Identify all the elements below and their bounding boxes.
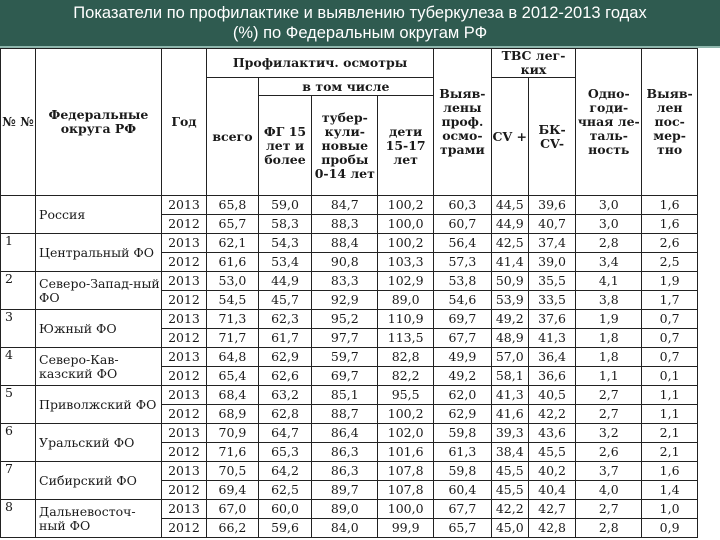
- value-cell: 57,3: [434, 253, 492, 272]
- header-prof-group: Профилактич. осмотры: [207, 49, 434, 78]
- header-children: дети 15-17 лет: [378, 96, 434, 196]
- value-cell: 103,3: [378, 253, 434, 272]
- value-cell: 66,2: [207, 519, 259, 538]
- district-name: Северо-Кав-казский ФО: [36, 348, 162, 386]
- value-cell: 2,6: [576, 443, 642, 462]
- row-index: 5: [1, 386, 36, 424]
- value-cell: 90,8: [312, 253, 378, 272]
- table-row: [1, 310, 698, 329]
- value-cell: 60,7: [434, 215, 492, 234]
- value-cell: 4,1: [576, 272, 642, 291]
- value-cell: 36,6: [528, 367, 575, 386]
- value-cell: 45,5: [491, 462, 528, 481]
- value-cell: 39,3: [491, 424, 528, 443]
- value-cell: 49,2: [434, 367, 492, 386]
- value-cell: 67,0: [207, 500, 259, 519]
- table-row: [1, 386, 698, 405]
- value-cell: 60,0: [258, 500, 312, 519]
- value-cell: 42,2: [528, 405, 575, 424]
- value-cell: 44,5: [491, 196, 528, 215]
- year-cell: 2012: [161, 367, 206, 386]
- year-cell: 2012: [161, 253, 206, 272]
- value-cell: 49,9: [434, 348, 492, 367]
- value-cell: 0,9: [642, 519, 698, 538]
- value-cell: 1,8: [576, 348, 642, 367]
- row-index: 2: [1, 272, 36, 310]
- value-cell: 84,7: [312, 196, 378, 215]
- row-index: 6: [1, 424, 36, 462]
- value-cell: 70,9: [207, 424, 259, 443]
- value-cell: 88,4: [312, 234, 378, 253]
- row-index: 7: [1, 462, 36, 500]
- year-cell: 2013: [161, 234, 206, 253]
- value-cell: 2,8: [576, 519, 642, 538]
- tuberculosis-table: [0, 48, 698, 538]
- district-name: Сибирский ФО: [36, 462, 162, 500]
- value-cell: 69,7: [434, 310, 492, 329]
- value-cell: 1,6: [642, 462, 698, 481]
- value-cell: 45,5: [528, 443, 575, 462]
- value-cell: 62,9: [434, 405, 492, 424]
- district-name: Россия: [36, 196, 162, 234]
- value-cell: 65,7: [207, 215, 259, 234]
- header-year: Год: [161, 49, 206, 196]
- value-cell: 43,6: [528, 424, 575, 443]
- row-index: 4: [1, 348, 36, 386]
- year-cell: 2013: [161, 386, 206, 405]
- value-cell: 113,5: [378, 329, 434, 348]
- value-cell: 64,8: [207, 348, 259, 367]
- value-cell: 1,7: [642, 291, 698, 310]
- value-cell: 67,7: [434, 500, 492, 519]
- value-cell: 65,8: [207, 196, 259, 215]
- value-cell: 2,7: [576, 386, 642, 405]
- year-cell: 2012: [161, 481, 206, 500]
- district-name: Северо-Запад-ный ФО: [36, 272, 162, 310]
- value-cell: 45,7: [258, 291, 312, 310]
- header-tub: тубер-кули-новые пробы 0-14 лет: [312, 96, 378, 196]
- value-cell: 84,0: [312, 519, 378, 538]
- year-cell: 2012: [161, 405, 206, 424]
- value-cell: 54,6: [434, 291, 492, 310]
- value-cell: 59,6: [258, 519, 312, 538]
- value-cell: 3,4: [576, 253, 642, 272]
- value-cell: 45,0: [491, 519, 528, 538]
- value-cell: 61,3: [434, 443, 492, 462]
- value-cell: 4,0: [576, 481, 642, 500]
- value-cell: 62,6: [258, 367, 312, 386]
- header-num: № №: [1, 49, 36, 196]
- value-cell: 63,2: [258, 386, 312, 405]
- value-cell: 71,6: [207, 443, 259, 462]
- value-cell: 3,7: [576, 462, 642, 481]
- value-cell: 0,1: [642, 367, 698, 386]
- value-cell: 50,9: [491, 272, 528, 291]
- value-cell: 2,7: [576, 500, 642, 519]
- value-cell: 71,3: [207, 310, 259, 329]
- value-cell: 92,9: [312, 291, 378, 310]
- value-cell: 100,0: [378, 500, 434, 519]
- value-cell: 53,9: [491, 291, 528, 310]
- value-cell: 41,3: [528, 329, 575, 348]
- value-cell: 86,4: [312, 424, 378, 443]
- value-cell: 0,7: [642, 348, 698, 367]
- value-cell: 65,3: [258, 443, 312, 462]
- header-mortality: Одно-годи-чная ле-таль-ность: [576, 49, 642, 196]
- year-cell: 2013: [161, 196, 206, 215]
- table-row: [1, 196, 698, 215]
- value-cell: 97,7: [312, 329, 378, 348]
- value-cell: 89,7: [312, 481, 378, 500]
- value-cell: 1,4: [642, 481, 698, 500]
- title-line-1: Показатели по профилактике и выявлению туберкулеза в 2012-2013 годах: [73, 4, 647, 22]
- value-cell: 60,3: [434, 196, 492, 215]
- row-index: 1: [1, 234, 36, 272]
- value-cell: 61,7: [258, 329, 312, 348]
- value-cell: 62,0: [434, 386, 492, 405]
- value-cell: 65,7: [434, 519, 492, 538]
- value-cell: 3,2: [576, 424, 642, 443]
- value-cell: 1,9: [576, 310, 642, 329]
- district-name: Уральский ФО: [36, 424, 162, 462]
- value-cell: 41,3: [491, 386, 528, 405]
- value-cell: 62,8: [258, 405, 312, 424]
- table-body: [1, 196, 698, 538]
- value-cell: 37,6: [528, 310, 575, 329]
- value-cell: 44,9: [258, 272, 312, 291]
- header-tbs-group: ТВС лег-ких: [491, 49, 576, 78]
- table-row: [1, 500, 698, 519]
- value-cell: 56,4: [434, 234, 492, 253]
- value-cell: 48,9: [491, 329, 528, 348]
- value-cell: 71,7: [207, 329, 259, 348]
- value-cell: 69,4: [207, 481, 259, 500]
- value-cell: 62,9: [258, 348, 312, 367]
- value-cell: 69,7: [312, 367, 378, 386]
- value-cell: 1,1: [576, 367, 642, 386]
- value-cell: 59,8: [434, 424, 492, 443]
- value-cell: 2,1: [642, 424, 698, 443]
- value-cell: 100,0: [378, 215, 434, 234]
- value-cell: 44,9: [491, 215, 528, 234]
- title-line-2: (%) по Федеральным округам РФ: [232, 24, 488, 42]
- table-row: [1, 272, 698, 291]
- value-cell: 83,3: [312, 272, 378, 291]
- value-cell: 62,1: [207, 234, 259, 253]
- value-cell: 33,5: [528, 291, 575, 310]
- value-cell: 89,0: [312, 500, 378, 519]
- value-cell: 1,1: [642, 386, 698, 405]
- year-cell: 2012: [161, 443, 206, 462]
- value-cell: 49,2: [491, 310, 528, 329]
- value-cell: 95,5: [378, 386, 434, 405]
- year-cell: 2013: [161, 462, 206, 481]
- header-district: Федеральные округа РФ: [36, 49, 162, 196]
- value-cell: 53,0: [207, 272, 259, 291]
- value-cell: 1,6: [642, 196, 698, 215]
- value-cell: 1,1: [642, 405, 698, 424]
- header-bk: БК-CV-: [528, 78, 575, 196]
- value-cell: 3,0: [576, 196, 642, 215]
- value-cell: 0,7: [642, 329, 698, 348]
- value-cell: 42,8: [528, 519, 575, 538]
- value-cell: 2,6: [642, 234, 698, 253]
- value-cell: 100,2: [378, 405, 434, 424]
- value-cell: 54,3: [258, 234, 312, 253]
- value-cell: 39,0: [528, 253, 575, 272]
- value-cell: 68,9: [207, 405, 259, 424]
- value-cell: 60,4: [434, 481, 492, 500]
- value-cell: 68,4: [207, 386, 259, 405]
- value-cell: 40,5: [528, 386, 575, 405]
- header-total: всего: [207, 78, 259, 196]
- value-cell: 40,2: [528, 462, 575, 481]
- year-cell: 2013: [161, 272, 206, 291]
- value-cell: 41,4: [491, 253, 528, 272]
- value-cell: 110,9: [378, 310, 434, 329]
- year-cell: 2012: [161, 329, 206, 348]
- value-cell: 1,6: [642, 215, 698, 234]
- table-row: [1, 424, 698, 443]
- year-cell: 2013: [161, 500, 206, 519]
- district-name: Приволжский ФО: [36, 386, 162, 424]
- value-cell: 58,1: [491, 367, 528, 386]
- value-cell: 3,0: [576, 215, 642, 234]
- year-cell: 2012: [161, 291, 206, 310]
- value-cell: 42,2: [491, 500, 528, 519]
- district-name: Южный ФО: [36, 310, 162, 348]
- value-cell: 1,9: [642, 272, 698, 291]
- value-cell: 107,8: [378, 481, 434, 500]
- value-cell: 100,2: [378, 234, 434, 253]
- value-cell: 3,8: [576, 291, 642, 310]
- value-cell: 42,5: [491, 234, 528, 253]
- value-cell: 42,7: [528, 500, 575, 519]
- row-index: [1, 196, 36, 234]
- value-cell: 40,7: [528, 215, 575, 234]
- value-cell: 45,5: [491, 481, 528, 500]
- value-cell: 58,3: [258, 215, 312, 234]
- value-cell: 100,2: [378, 196, 434, 215]
- value-cell: 107,8: [378, 462, 434, 481]
- value-cell: 59,0: [258, 196, 312, 215]
- year-cell: 2013: [161, 424, 206, 443]
- slide-title: [0, 0, 720, 46]
- value-cell: 2,1: [642, 443, 698, 462]
- header-detected-prof: Выяв-лены проф. осмо-трами: [434, 49, 492, 196]
- value-cell: 57,0: [491, 348, 528, 367]
- year-cell: 2013: [161, 310, 206, 329]
- value-cell: 40,4: [528, 481, 575, 500]
- header-cv: CV +: [491, 78, 528, 196]
- value-cell: 53,4: [258, 253, 312, 272]
- table-row: [1, 348, 698, 367]
- row-index: 8: [1, 500, 36, 538]
- header-post-mortem: Выяв-лен пос-мер-тно: [642, 49, 698, 196]
- value-cell: 59,8: [434, 462, 492, 481]
- value-cell: 37,4: [528, 234, 575, 253]
- value-cell: 62,5: [258, 481, 312, 500]
- value-cell: 38,4: [491, 443, 528, 462]
- value-cell: 64,7: [258, 424, 312, 443]
- district-name: Дальневосточ-ный ФО: [36, 500, 162, 538]
- value-cell: 0,7: [642, 310, 698, 329]
- value-cell: 82,2: [378, 367, 434, 386]
- value-cell: 95,2: [312, 310, 378, 329]
- value-cell: 101,6: [378, 443, 434, 462]
- value-cell: 102,9: [378, 272, 434, 291]
- value-cell: 88,3: [312, 215, 378, 234]
- value-cell: 65,4: [207, 367, 259, 386]
- value-cell: 41,6: [491, 405, 528, 424]
- value-cell: 61,6: [207, 253, 259, 272]
- header-incl-group: в том числе: [258, 78, 433, 96]
- value-cell: 36,4: [528, 348, 575, 367]
- value-cell: 102,0: [378, 424, 434, 443]
- value-cell: 35,5: [528, 272, 575, 291]
- value-cell: 85,1: [312, 386, 378, 405]
- value-cell: 86,3: [312, 462, 378, 481]
- value-cell: 86,3: [312, 443, 378, 462]
- table-row: [1, 462, 698, 481]
- year-cell: 2012: [161, 519, 206, 538]
- value-cell: 2,8: [576, 234, 642, 253]
- district-name: Центральный ФО: [36, 234, 162, 272]
- value-cell: 89,0: [378, 291, 434, 310]
- value-cell: 1,0: [642, 500, 698, 519]
- value-cell: 39,6: [528, 196, 575, 215]
- year-cell: 2013: [161, 348, 206, 367]
- value-cell: 64,2: [258, 462, 312, 481]
- year-cell: 2012: [161, 215, 206, 234]
- value-cell: 82,8: [378, 348, 434, 367]
- value-cell: 54,5: [207, 291, 259, 310]
- value-cell: 67,7: [434, 329, 492, 348]
- value-cell: 99,9: [378, 519, 434, 538]
- value-cell: 62,3: [258, 310, 312, 329]
- value-cell: 70,5: [207, 462, 259, 481]
- value-cell: 2,5: [642, 253, 698, 272]
- value-cell: 1,8: [576, 329, 642, 348]
- value-cell: 59,7: [312, 348, 378, 367]
- header-fg: ФГ 15 лет и более: [258, 96, 312, 196]
- row-index: 3: [1, 310, 36, 348]
- value-cell: 2,7: [576, 405, 642, 424]
- value-cell: 88,7: [312, 405, 378, 424]
- value-cell: 53,8: [434, 272, 492, 291]
- table-row: [1, 234, 698, 253]
